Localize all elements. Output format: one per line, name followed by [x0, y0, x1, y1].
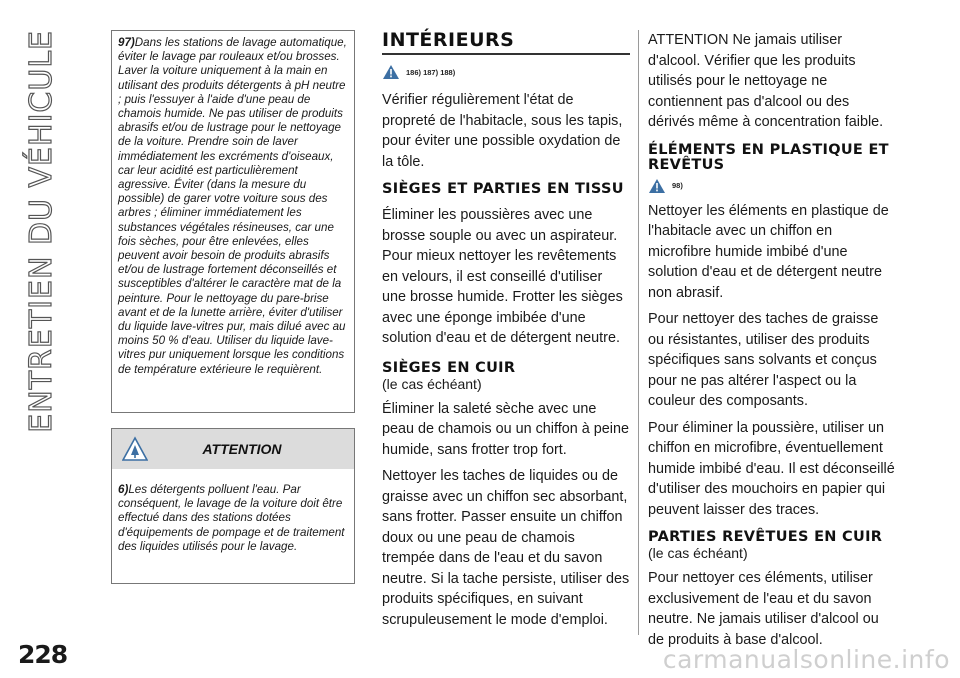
warning-small-icon [648, 178, 666, 194]
note-97-text: 97)Dans les stations de lavage automatique, éviter le lavage par rouleaux et/ou brosses. Laver la voiture uniquement à la main en utilisant des produits détergents à pH neutre ; puis l'essuyer à l'aide d'une peau de chamois humide. Ne pas utiliser de produits abrasifs et/ou de lustrage pour le nettoyage de la voiture. Prendre soin de laver immédiatement les excréments d'oiseaux, car leur acidité est particulièrement agressive. Éviter (dans la mesure du possible) de garer votre voiture sous des arbres ; éliminer immédiatement les substances végétales résineuses, car une fois sèches, pour être enlevées, elles peuvent avoir besoin de produits abrasifs et/ou de lustrage fortement déconseillés et susceptibles d'altérer le caractère mat de la peinture. Pour le nettoyage du pare-brise avant et de la lunette arrière, éviter d'utiliser du liquide lave-vitres pur, mais dilué avec au moins 50 % d'eau. Utiliser du liquide lave-vitres pur uniquement lorsque les conditions de température extérieure le requièrent. [118, 36, 347, 376]
note-box-97 [111, 30, 355, 413]
attention-ref: 6) [118, 483, 129, 496]
warning-triangle-icon [122, 436, 148, 462]
interieurs-text: Vérifier régulièrement l'état de propreté de l'habitacle, sous les tapis, pour éviter une possible oxydation de la tôle. [382, 92, 623, 170]
parties-cuir-text: Pour nettoyer ces éléments, utiliser exclusivement de l'eau et du savon neutre. Ne jamais utiliser d'alcool ou de produits à base d'alcool. [648, 570, 879, 648]
interieurs-ref-numbers: 186) 187) 188) [406, 67, 456, 77]
attention-alcool-text: ATTENTION Ne jamais utiliser d'alcool. Vérifier que les produits utilisés pour le nettoyage ne contiennent pas d'alcool ou des dérivés même à concentration faible. [648, 32, 884, 130]
section-heading-interieurs: INTÉRIEURS [382, 30, 630, 55]
sieges-cuir-subnote: (le cas échéant) [382, 375, 482, 392]
page-number: 228 [18, 640, 68, 669]
attention-text: 6)Les détergents polluent l'eau. Par conséquent, le lavage de la voiture doit être effectué dans des stations dotées d'équipements de pompage et de traitement des liquides utilisés pour le lavage. [118, 483, 345, 553]
plastique-p1: Nettoyer les éléments en plastique de l'habitacle avec un chiffon en microfibre humide imbibé d'une solution d'eau et de détergent neutre non abrasif. [648, 202, 889, 301]
column-divider [638, 30, 639, 635]
sieges-cuir-p2: Nettoyer les taches de liquides ou de graisse avec un chiffon sec absorbant, sans frotter. Passer ensuite un chiffon doux ou une peau de chamois trempée dans de l'eau et du savon neutre. Si la tache persiste, utiliser des produits spécifiques, en suivant scrupuleusement le mode d'emploi. [382, 468, 630, 628]
chapter-title: ENTRETIEN DU VÉHICULE [23, 30, 59, 433]
attention-title: ATTENTION [202, 441, 282, 457]
subheading-parties-cuir: PARTIES REVÊTUES EN CUIR [648, 529, 883, 545]
interieurs-refs [382, 61, 630, 83]
warning-small-icon [382, 64, 400, 80]
plastique-p2: Pour nettoyer des taches de graisse ou résistantes, utiliser des produits spécifiques sans solvants et conçus pour ne pas altérer l'aspect ou la couleur des composants. [648, 311, 879, 409]
subheading-sieges-tissu: SIÈGES ET PARTIES EN TISSU [382, 181, 624, 197]
plastique-ref-numbers: 98) [672, 181, 683, 190]
attention-header [112, 429, 354, 469]
plastique-refs [648, 175, 898, 197]
sieges-tissu-text: Éliminer les poussières avec une brosse souple ou avec un aspirateur. Pour mieux nettoyer les revêtements en velours, il est conseillé d'utiliser une brosse humide. Frotter les sièges avec une éponge imbibée d'une solution d'eau et de détergent neutre. [382, 207, 623, 346]
right-column [648, 30, 898, 650]
middle-column [382, 30, 630, 630]
note-97-ref: 97) [118, 36, 135, 49]
watermark: carmanualsonline.info [662, 645, 950, 674]
subheading-sieges-cuir: SIÈGES EN CUIR [382, 359, 516, 376]
subheading-plastique: ÉLÉMENTS EN PLASTIQUE ET REVÊTUS [648, 141, 889, 173]
plastique-p3: Pour éliminer la poussière, utiliser un chiffon en microfibre, éventuellement humide imbibé d'eau. Il est déconseillé d'utiliser des mouchoirs en papier qui peuvent laisser des traces. [648, 419, 895, 518]
chapter-side-label [6, 30, 76, 433]
sieges-cuir-p1: Éliminer la saleté sèche avec une peau de chamois ou un chiffon à peine humide, sans frotter trop fort. [382, 400, 629, 458]
parties-cuir-subnote: (le cas échéant) [648, 545, 748, 561]
attention-box [111, 428, 355, 584]
